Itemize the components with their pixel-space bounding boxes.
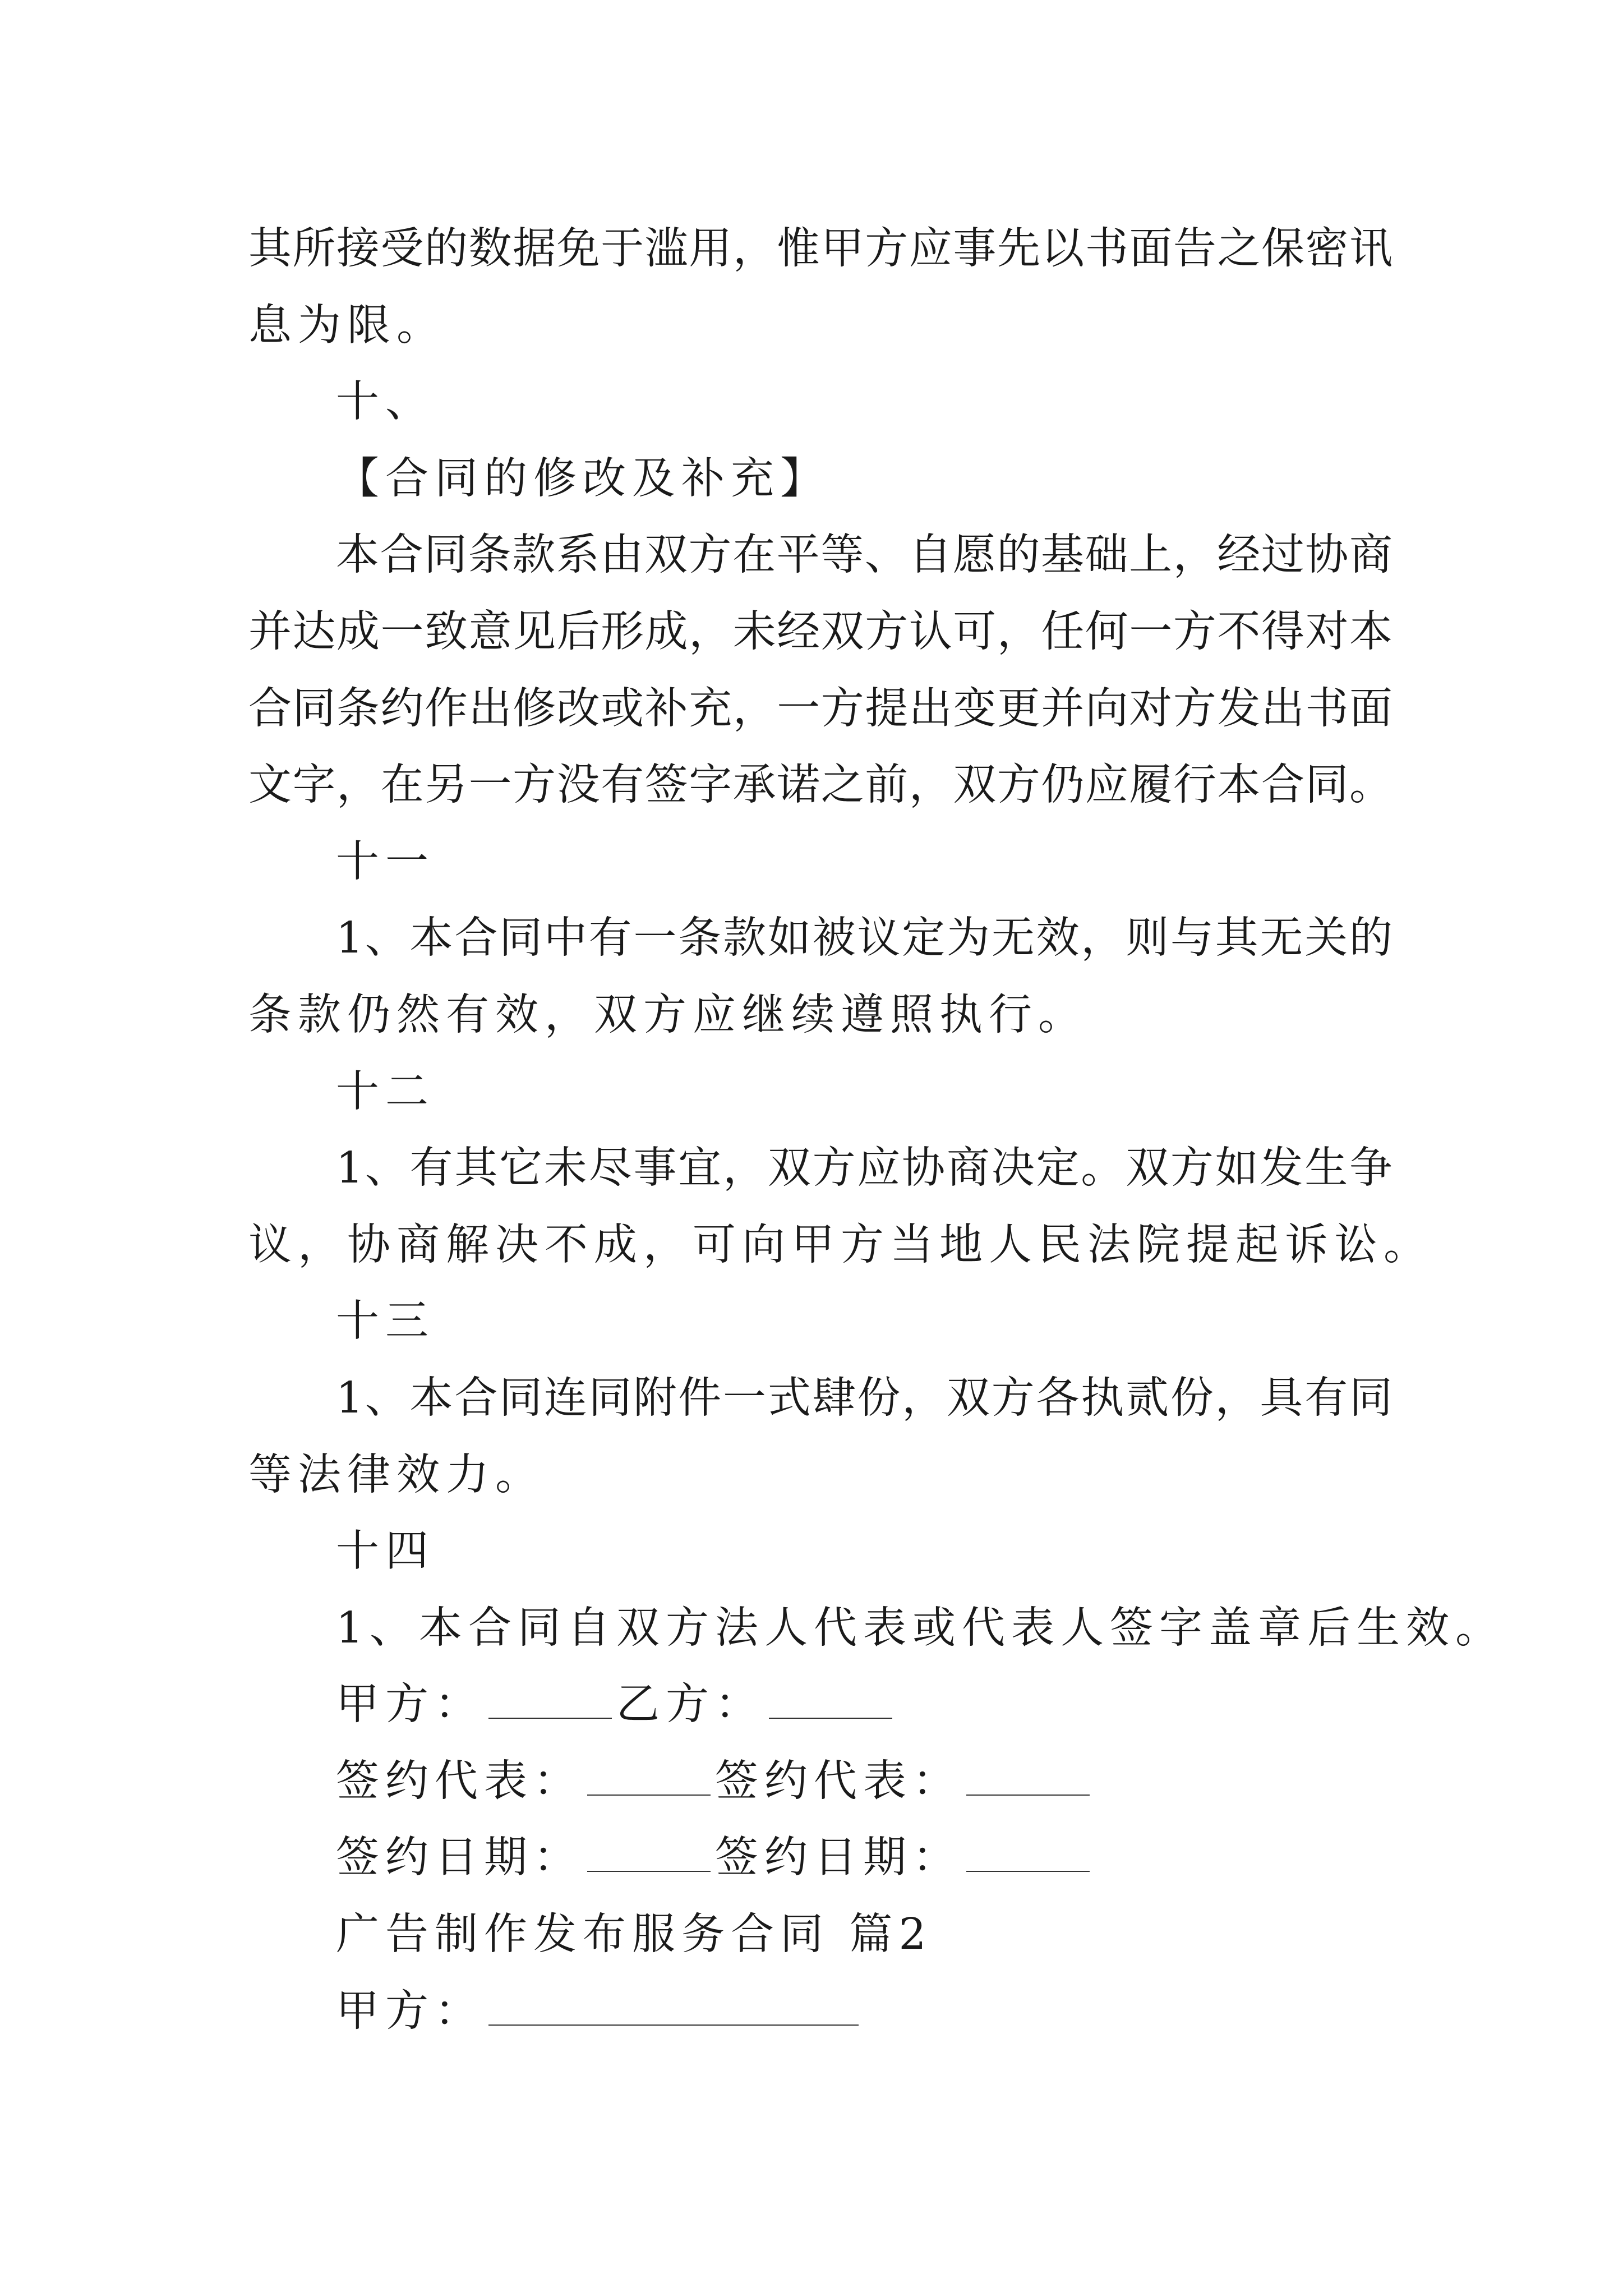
date-b-label: 签约日期：	[715, 1833, 962, 1883]
paragraph-line: 条款仍然有效，双方应继续遵照执行。	[248, 990, 1087, 1040]
date-b-blank	[966, 1870, 1090, 1872]
paragraph-line: 议，协商解决不成，可向甲方当地人民法院提起诉讼。	[248, 1220, 1433, 1270]
paragraph-line: 1、本合同自双方法人代表或代表人签字盖章后生效。	[336, 1603, 1505, 1653]
date-a-blank	[587, 1870, 711, 1872]
paragraph-line: 本合同条款系由双方在平等、自愿的基础上，经过协商	[336, 530, 1393, 581]
section-number: 十一	[336, 836, 435, 887]
paragraph-line: 并达成一致意见后形成，未经双方认可，任何一方不得对本	[248, 606, 1393, 657]
paragraph-line: 1、本合同连同附件一式肆份，双方各执贰份，具有同	[336, 1373, 1393, 1423]
next-section-title: 广告制作发布服务合同 篇2	[336, 1910, 933, 1960]
signature-party-row	[248, 1667, 1393, 1743]
signature-date-row	[248, 1820, 1393, 1897]
section-number: 十二	[336, 1066, 435, 1117]
document-body	[248, 211, 1505, 2050]
party-a-blank	[488, 1717, 612, 1719]
rep-b-blank	[966, 1794, 1090, 1796]
signature-rep-row	[248, 1743, 1393, 1820]
paragraph-line: 等法律效力。	[248, 1450, 545, 1500]
next-party-a-blank	[488, 2024, 859, 2026]
section-number: 十三	[336, 1296, 435, 1347]
section-number: 十四	[336, 1526, 435, 1577]
date-a-label: 签约日期：	[336, 1833, 583, 1883]
paragraph-line: 其所接受的数据免于滥用，惟甲方应事先以书面告之保密讯	[248, 224, 1393, 274]
paragraph-line: 合同条约作出修改或补充，一方提出变更并向对方发出书面	[248, 683, 1393, 734]
party-b-label: 乙方：	[616, 1680, 764, 1730]
paragraph-line: 文字，在另一方没有签字承诺之前，双方仍应履行本合同。	[248, 760, 1393, 811]
paragraph-line: 1、本合同中有一条款如被议定为无效，则与其无关的	[336, 913, 1393, 964]
paragraph-line: 1、有其它未尽事宜，双方应协商决定。双方如发生争	[336, 1143, 1393, 1194]
section-heading: 【合同的修改及补充】	[336, 453, 829, 504]
rep-b-label: 签约代表：	[715, 1756, 962, 1806]
paragraph-line: 息为限。	[248, 300, 446, 351]
next-party-a-row	[248, 1973, 1393, 2050]
party-a-label: 甲方：	[336, 1680, 484, 1730]
next-party-a-label: 甲方：	[336, 1986, 484, 2036]
party-b-blank	[769, 1717, 892, 1719]
rep-a-label: 签约代表：	[336, 1756, 583, 1806]
rep-a-blank	[587, 1794, 711, 1796]
section-number: 十、	[336, 377, 435, 427]
